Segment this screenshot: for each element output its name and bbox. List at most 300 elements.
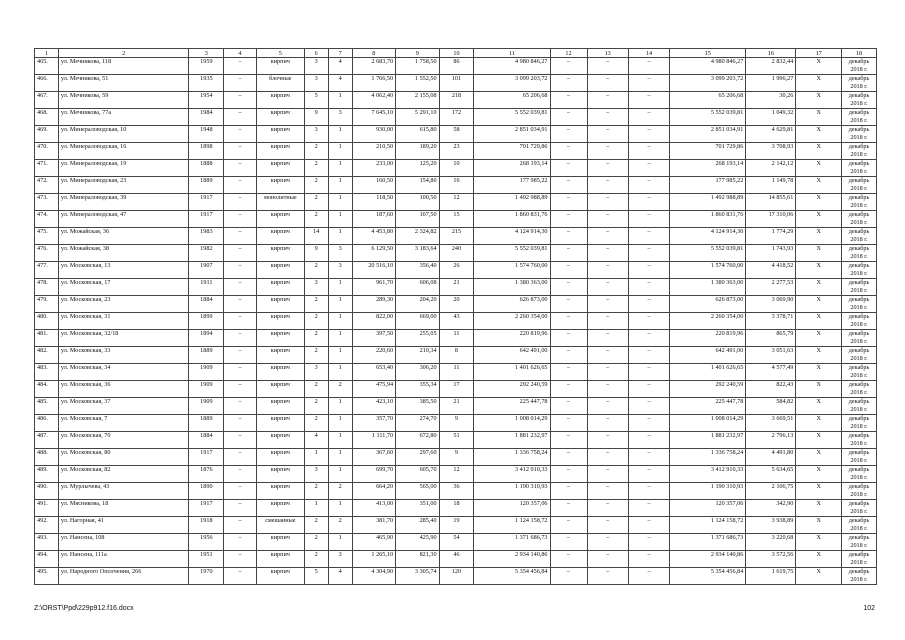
table-cell: кирпич (256, 160, 304, 177)
table-cell: – (587, 245, 628, 262)
table-cell: 468. (35, 109, 59, 126)
table-cell: 3 669,51 (746, 415, 796, 432)
table-cell: кирпич (256, 58, 304, 75)
header-cell: 18 (842, 49, 877, 58)
table-row (35, 58, 877, 75)
table-cell: 2 (304, 551, 328, 568)
table-cell: 2 155,08 (396, 92, 440, 109)
table-cell: – (550, 58, 587, 75)
table-cell: 1 860 831,76 (670, 211, 746, 228)
table-cell: 1 265,10 (352, 551, 396, 568)
table-cell: – (550, 364, 587, 381)
table-cell: ул. Мечникова, 51 (58, 75, 189, 92)
table-cell: декабрь 2018 г. (842, 211, 877, 228)
table-cell: – (224, 245, 257, 262)
table-cell: 5 291,10 (396, 109, 440, 126)
table-cell: 1970 (189, 568, 224, 585)
table-cell: – (550, 330, 587, 347)
table-cell: декабрь 2018 г. (842, 483, 877, 500)
table-cell: декабрь 2018 г. (842, 296, 877, 313)
table-cell: 306,20 (396, 364, 440, 381)
table-cell: 3 069,90 (746, 296, 796, 313)
table-cell: 489. (35, 466, 59, 483)
table-cell: 357,70 (352, 415, 396, 432)
table-cell: 1 (328, 313, 352, 330)
table-cell: 1 336 758,24 (474, 449, 550, 466)
table-cell: 177 985,22 (474, 177, 550, 194)
table-cell: 58 (439, 126, 474, 143)
table-cell: 822,00 (352, 313, 396, 330)
table-cell: 1 758,50 (396, 58, 440, 75)
table-cell: 1 (328, 534, 352, 551)
table-cell: 2 (304, 296, 328, 313)
table-cell: X (796, 500, 842, 517)
table-cell: кирпич (256, 245, 304, 262)
table-cell: 381,70 (352, 517, 396, 534)
table-cell: 292 240,59 (670, 381, 746, 398)
table-cell: кирпич (256, 347, 304, 364)
table-row (35, 245, 877, 262)
table-cell: 2 934 140,86 (474, 551, 550, 568)
table-cell: – (550, 296, 587, 313)
table-cell: X (796, 143, 842, 160)
table-cell: 1 (328, 449, 352, 466)
table-cell: 1917 (189, 211, 224, 228)
table-cell: 120 (439, 568, 474, 585)
table-cell: – (224, 330, 257, 347)
table-row (35, 313, 877, 330)
table-cell: 423,10 (352, 398, 396, 415)
table-cell: 3 572,56 (746, 551, 796, 568)
table-cell: 1 574 760,00 (474, 262, 550, 279)
table-cell: – (224, 296, 257, 313)
table-cell: смешанные (256, 517, 304, 534)
table-cell: 5 (304, 92, 328, 109)
table-cell: 204,20 (396, 296, 440, 313)
table-cell: 9 (304, 245, 328, 262)
table-cell: 2 (304, 483, 328, 500)
table-cell: 701 729,86 (670, 143, 746, 160)
table-cell: 2 (304, 415, 328, 432)
table-cell: 2 (304, 160, 328, 177)
table-cell: 1 (328, 160, 352, 177)
table-cell: 472. (35, 177, 59, 194)
table-cell: – (628, 432, 669, 449)
table-cell: 2 (304, 211, 328, 228)
table-cell: 86 (439, 58, 474, 75)
table-cell: 1 336 758,24 (670, 449, 746, 466)
table-cell: – (587, 228, 628, 245)
header-cell: 4 (224, 49, 257, 58)
table-cell: 3 099 203,72 (670, 75, 746, 92)
header-cell: 8 (352, 49, 396, 58)
table-cell: 1876 (189, 466, 224, 483)
table-cell: монолитные (256, 194, 304, 211)
table-cell: – (550, 381, 587, 398)
table-cell: 160,50 (352, 177, 396, 194)
table-cell: – (587, 109, 628, 126)
table-cell: – (587, 347, 628, 364)
table-cell: кирпич (256, 364, 304, 381)
table-cell: 605,70 (396, 466, 440, 483)
table-cell: – (628, 398, 669, 415)
table-row (35, 279, 877, 296)
table-cell: – (224, 177, 257, 194)
table-cell: 1 743,93 (746, 245, 796, 262)
table-cell: – (550, 211, 587, 228)
table-cell: 1 (328, 364, 352, 381)
header-cell: 2 (58, 49, 189, 58)
table-cell: 118,50 (352, 194, 396, 211)
table-cell: 494. (35, 551, 59, 568)
table-cell: – (587, 262, 628, 279)
table-cell: 65 206,68 (670, 92, 746, 109)
table-cell: 822,43 (746, 381, 796, 398)
table-cell: 2 (304, 517, 328, 534)
table-cell: 4 (328, 58, 352, 75)
table-cell: – (550, 432, 587, 449)
table-cell: 2 832,44 (746, 58, 796, 75)
table-cell: 15 (439, 211, 474, 228)
table-cell: – (628, 500, 669, 517)
table-cell: 1 124 158,72 (670, 517, 746, 534)
table-cell: – (224, 143, 257, 160)
table-cell: 1 008 014,29 (474, 415, 550, 432)
table-cell: 1 492 988,89 (670, 194, 746, 211)
table-cell: – (550, 109, 587, 126)
table-cell: декабрь 2018 г. (842, 534, 877, 551)
table-cell: 215 (439, 228, 474, 245)
table-cell: ул. Московская, 80 (58, 449, 189, 466)
table-cell: декабрь 2018 г. (842, 58, 877, 75)
table-cell: 3 (304, 58, 328, 75)
header-cell: 12 (550, 49, 587, 58)
table-cell: 1 371 686,73 (670, 534, 746, 551)
table-cell: 218 (439, 92, 474, 109)
table-cell: 268 193,14 (474, 160, 550, 177)
table-cell: декабрь 2018 г. (842, 126, 877, 143)
table-cell: 467. (35, 92, 59, 109)
table-cell: 342,90 (746, 500, 796, 517)
table-cell: – (224, 75, 257, 92)
table-cell: ул. Московская, 70 (58, 432, 189, 449)
table-row (35, 177, 877, 194)
table-cell: X (796, 449, 842, 466)
header-cell: 3 (189, 49, 224, 58)
table-cell: 2 106,75 (746, 483, 796, 500)
table-cell: ул. Мечникова, 77а (58, 109, 189, 126)
table-cell: 351,00 (396, 500, 440, 517)
table-row (35, 75, 877, 92)
table-cell: 2 260 354,00 (670, 313, 746, 330)
table-cell: 3 (328, 262, 352, 279)
table-cell: 23 (439, 143, 474, 160)
table-cell: 1959 (189, 58, 224, 75)
table-cell: 220,60 (352, 347, 396, 364)
table-cell: 356,40 (396, 262, 440, 279)
table-row (35, 347, 877, 364)
table-cell: 20 (439, 296, 474, 313)
table-cell: 274,70 (396, 415, 440, 432)
table-cell: 3 (304, 126, 328, 143)
table-cell: X (796, 432, 842, 449)
table-cell: 19 (439, 517, 474, 534)
table-cell: 4 491,80 (746, 449, 796, 466)
table-cell: 626 873,00 (474, 296, 550, 313)
table-cell: 481. (35, 330, 59, 347)
table-cell: 177 985,22 (670, 177, 746, 194)
table-cell: 367,60 (352, 449, 396, 466)
table-cell: – (224, 449, 257, 466)
table-cell: – (587, 500, 628, 517)
table-cell: – (587, 449, 628, 466)
table-cell: 3 412 910,33 (474, 466, 550, 483)
table-cell: 482. (35, 347, 59, 364)
table-cell: 21 (439, 398, 474, 415)
table-cell: 292 240,59 (474, 381, 550, 398)
table-cell: – (224, 381, 257, 398)
table-cell: – (550, 92, 587, 109)
table-cell: – (587, 364, 628, 381)
table-cell: 1 049,32 (746, 109, 796, 126)
table-cell: 2 683,70 (352, 58, 396, 75)
table-cell: 285,40 (396, 517, 440, 534)
table-cell: 485. (35, 398, 59, 415)
table-cell: 5 552 039,81 (670, 245, 746, 262)
table-cell: – (628, 177, 669, 194)
table-cell: декабрь 2018 г. (842, 568, 877, 585)
table-cell: 465,90 (352, 534, 396, 551)
table-cell: X (796, 75, 842, 92)
table-cell: X (796, 398, 842, 415)
table-cell: 4 453,80 (352, 228, 396, 245)
table-cell: 2 (304, 313, 328, 330)
table-cell: 1 (328, 211, 352, 228)
table-cell: 210,34 (396, 347, 440, 364)
table-cell: 699,70 (352, 466, 396, 483)
table-cell: X (796, 364, 842, 381)
table-cell: 1 996,27 (746, 75, 796, 92)
table-cell: кирпич (256, 177, 304, 194)
table-cell: 30,26 (746, 92, 796, 109)
table-cell: X (796, 415, 842, 432)
table-cell: 1 (328, 92, 352, 109)
table-cell: 14 855,61 (746, 194, 796, 211)
table-cell: 11 (439, 330, 474, 347)
table-cell: 10 (439, 160, 474, 177)
table-cell: 1951 (189, 551, 224, 568)
table-cell: ул. Минераловодская, 47 (58, 211, 189, 228)
table-cell: 4 304,90 (352, 568, 396, 585)
table-cell: 480. (35, 313, 59, 330)
table-cell: 1 008 014,29 (670, 415, 746, 432)
table-cell: 187,60 (352, 211, 396, 228)
table-cell: 1909 (189, 364, 224, 381)
table-cell: 1 (328, 347, 352, 364)
table-cell: 107,50 (396, 211, 440, 228)
table-cell: 1889 (189, 347, 224, 364)
table-row (35, 534, 877, 551)
table-cell: – (628, 296, 669, 313)
table-cell: X (796, 92, 842, 109)
table-cell: 1 881 232,97 (474, 432, 550, 449)
table-cell: 1 190 310,93 (670, 483, 746, 500)
table-row (35, 330, 877, 347)
table-cell: – (224, 398, 257, 415)
table-cell: ул. Минераловодская, 23 (58, 177, 189, 194)
table-cell: – (628, 381, 669, 398)
table-cell: – (628, 449, 669, 466)
table-cell: 225 447,78 (474, 398, 550, 415)
table-cell: ул. Московская, 7 (58, 415, 189, 432)
table-cell: 1 881 232,97 (670, 432, 746, 449)
table-cell: 961,70 (352, 279, 396, 296)
table-cell: 4 062,40 (352, 92, 396, 109)
table-cell: 475,94 (352, 381, 396, 398)
header-cell: 9 (396, 49, 440, 58)
table-cell: 1917 (189, 500, 224, 517)
table-cell: 2 (304, 534, 328, 551)
table-cell: 2 (304, 143, 328, 160)
table-cell: – (224, 160, 257, 177)
table-cell: 4 124 914,30 (474, 228, 550, 245)
table-cell: декабрь 2018 г. (842, 92, 877, 109)
table-cell: кирпич (256, 143, 304, 160)
table-cell: 1 774,29 (746, 228, 796, 245)
table-cell: 865,79 (746, 330, 796, 347)
table-cell: 1899 (189, 313, 224, 330)
table-cell: – (224, 551, 257, 568)
table-cell: 1956 (189, 534, 224, 551)
table-cell: декабрь 2018 г. (842, 194, 877, 211)
table-cell: 493. (35, 534, 59, 551)
table-cell: 3 938,89 (746, 517, 796, 534)
table-cell: 1 401 626,65 (670, 364, 746, 381)
table-cell: 1 492 988,89 (474, 194, 550, 211)
table-cell: 54 (439, 534, 474, 551)
table-cell: 210,50 (352, 143, 396, 160)
table-cell: ул. Мурлычева, 43 (58, 483, 189, 500)
table-cell: 3 (328, 245, 352, 262)
table-cell: декабрь 2018 г. (842, 432, 877, 449)
table-cell: 413,00 (352, 500, 396, 517)
table-cell: 26 (439, 262, 474, 279)
table-cell: 470. (35, 143, 59, 160)
table-cell: 1 (304, 500, 328, 517)
table-cell: кирпич (256, 449, 304, 466)
table-cell: 1 (328, 415, 352, 432)
table-cell: – (587, 279, 628, 296)
table-cell: 1888 (189, 160, 224, 177)
table-cell: 642 491,00 (474, 347, 550, 364)
table-cell: 1 111,70 (352, 432, 396, 449)
table-cell: – (628, 483, 669, 500)
table-cell: 4 577,49 (746, 364, 796, 381)
table-cell: 664,20 (352, 483, 396, 500)
table-cell: 2 (304, 381, 328, 398)
table-row (35, 262, 877, 279)
table-cell: – (224, 432, 257, 449)
table-cell: кирпич (256, 313, 304, 330)
table-cell: – (628, 517, 669, 534)
table-cell: 5 634,65 (746, 466, 796, 483)
table-cell: 701 729,86 (474, 143, 550, 160)
header-cell: 14 (628, 49, 669, 58)
table-cell: 2 (304, 262, 328, 279)
table-cell: – (224, 517, 257, 534)
table-cell: 2 324,82 (396, 228, 440, 245)
table-cell: 483. (35, 364, 59, 381)
table-cell: – (587, 466, 628, 483)
header-cell: 13 (587, 49, 628, 58)
table-cell: ул. Минераловодская, 19 (58, 160, 189, 177)
table-cell: X (796, 245, 842, 262)
table-cell: – (224, 313, 257, 330)
table-cell: X (796, 279, 842, 296)
table-cell: 487. (35, 432, 59, 449)
housing-register-table (34, 48, 877, 585)
table-cell: кирпич (256, 109, 304, 126)
table-cell: декабрь 2018 г. (842, 177, 877, 194)
table-cell: – (550, 568, 587, 585)
table-cell: 1 (328, 143, 352, 160)
table-cell: 425,90 (396, 534, 440, 551)
table-cell: 120 357,06 (670, 500, 746, 517)
table-cell: 5 552 039,81 (474, 245, 550, 262)
table-cell: декабрь 2018 г. (842, 347, 877, 364)
table-cell: ул. Нансена, 111а (58, 551, 189, 568)
table-cell: 4 (328, 568, 352, 585)
table-cell: – (628, 466, 669, 483)
table-cell: – (628, 126, 669, 143)
table-cell: 3 (304, 364, 328, 381)
table-cell: кирпич (256, 330, 304, 347)
table-cell: ул. Московская, 31 (58, 313, 189, 330)
table-cell: X (796, 58, 842, 75)
table-cell: – (224, 483, 257, 500)
table-cell: 2 796,13 (746, 432, 796, 449)
table-cell: декабрь 2018 г. (842, 109, 877, 126)
table-cell: 2 (304, 177, 328, 194)
table-cell: – (628, 415, 669, 432)
table-cell: – (587, 568, 628, 585)
table-cell: – (550, 245, 587, 262)
table-cell: 1 (328, 500, 352, 517)
table-cell: – (587, 415, 628, 432)
table-cell: декабрь 2018 г. (842, 143, 877, 160)
table-cell: 3 412 910,33 (670, 466, 746, 483)
table-cell: – (550, 534, 587, 551)
table-cell: – (628, 58, 669, 75)
table-row (35, 415, 877, 432)
table-cell: 1954 (189, 92, 224, 109)
table-cell: – (628, 262, 669, 279)
table-cell: 1 619,75 (746, 568, 796, 585)
table-cell: 1 149,78 (746, 177, 796, 194)
header-cell: 15 (670, 49, 746, 58)
table-cell: 474. (35, 211, 59, 228)
table-cell: 1 124 158,72 (474, 517, 550, 534)
table-cell: – (628, 364, 669, 381)
table-cell: – (550, 262, 587, 279)
table-cell: 471. (35, 160, 59, 177)
table-cell: 2 (304, 194, 328, 211)
table-cell: – (587, 143, 628, 160)
table-cell: 469. (35, 126, 59, 143)
table-cell: X (796, 551, 842, 568)
table-cell: – (628, 245, 669, 262)
table-cell: декабрь 2018 г. (842, 330, 877, 347)
